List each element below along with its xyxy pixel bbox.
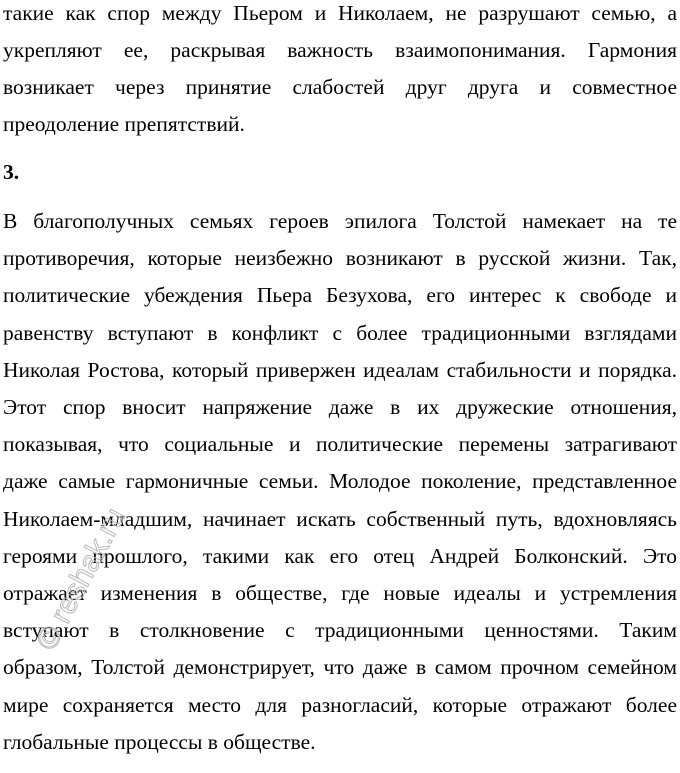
text-line: даже самые гармоничные семьи. Молодое поколение, представленное	[3, 469, 677, 493]
text-line: равенству вступают в конфликт с более традиционными взглядами	[3, 321, 677, 345]
text-line: политические убеждения Пьера Безухова, его интерес к свободе и	[3, 283, 677, 307]
text-line: В благополучных семьях героев эпилога Толстой намекает на те	[3, 209, 677, 233]
text-line: такие как спор между Пьером и Николаем, не разрушают семью, а	[3, 1, 677, 25]
text-line: вступают в столкновение с традиционными ценностями. Таким	[3, 618, 677, 642]
text-line: Николая Ростова, который привержен идеалам стабильности и порядка.	[3, 358, 677, 382]
text-line: мире сохраняется место для разногласий, которые отражают более	[3, 693, 677, 717]
text-line: преодоление препятствий.	[3, 112, 245, 136]
text-line: Николаем-младшим, начинает искать собственный путь, вдохновляясь	[3, 507, 677, 531]
watermark: © reshak.ru	[30, 502, 133, 656]
text-line: Этот спор вносит напряжение даже в их дружеские отношения,	[3, 395, 677, 419]
text-line: глобальные процессы в обществе.	[3, 730, 316, 754]
text-line: возникает через принятие слабостей друг друга и совместное	[3, 75, 677, 99]
text-line: образом, Толстой демонстрирует, что даже в самом прочном семейном	[3, 655, 677, 679]
text-line: отражает изменения в обществе, где новые идеалы и устремления	[3, 581, 677, 605]
text-line: укрепляют ее, раскрывая важность взаимопонимания. Гармония	[3, 38, 677, 62]
text-line: показывая, что социальные и политические перемены затрагивают	[3, 432, 677, 456]
text-line: героями прошлого, такими как его отец Андрей Болконский. Это	[3, 544, 677, 568]
text-line: противоречия, которые неизбежно возникают в русской жизни. Так,	[3, 246, 677, 270]
text-line: 3.	[3, 160, 20, 184]
